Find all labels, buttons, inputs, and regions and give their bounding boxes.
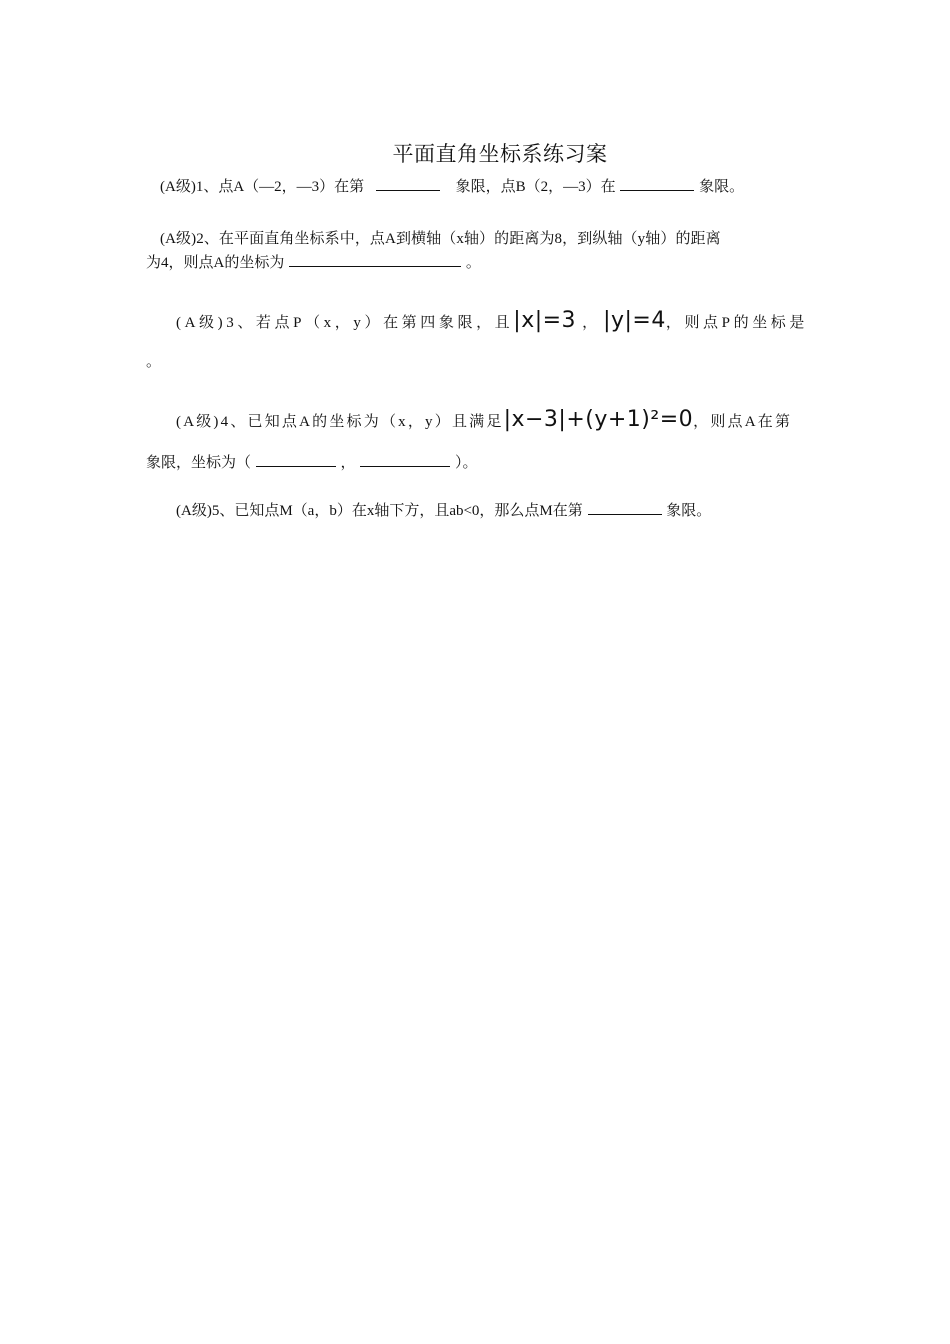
q4-answer-blank-y[interactable] bbox=[360, 452, 450, 467]
q3-text-line2: 。 bbox=[146, 354, 162, 370]
q4-answer-blank-x[interactable] bbox=[256, 452, 336, 467]
q3-separator: ， bbox=[582, 315, 598, 331]
q1-text-c: 象限。 bbox=[699, 179, 745, 195]
question-3-line-2 bbox=[146, 350, 806, 374]
q3-text-b: ，则点P的坐标是 bbox=[665, 315, 809, 331]
q5-answer-blank[interactable] bbox=[588, 500, 662, 515]
q1-answer-blank-1[interactable] bbox=[376, 176, 440, 191]
page-title: 平面直角坐标系练习案 bbox=[392, 142, 608, 166]
q3-math-abs-x: |x|=3 bbox=[513, 308, 577, 333]
q4-text-line2-c: ）。 bbox=[455, 455, 478, 471]
question-2-line-1 bbox=[160, 227, 820, 251]
question-4-line-1 bbox=[176, 403, 836, 439]
q4-math-equation: |x−3|+(y+1)²=0 bbox=[503, 407, 694, 432]
q3-text-a: (A级)3、若点P（x，y）在第四象限，且 bbox=[176, 315, 514, 331]
question-1 bbox=[160, 175, 820, 199]
q2-text-line2-a: 为4，则点A的坐标为 bbox=[146, 255, 285, 271]
q1-answer-blank-2[interactable] bbox=[620, 176, 694, 191]
q4-text-line2-b: ， bbox=[340, 455, 356, 471]
question-5 bbox=[176, 499, 836, 523]
q4-text-line2-a: 象限，坐标为（ bbox=[146, 455, 252, 471]
q2-text-line1: (A级)2、在平面直角坐标系中，点A到横轴（x轴）的距离为8，到纵轴（y轴）的距离 bbox=[160, 231, 721, 247]
q2-text-line2-b: 。 bbox=[465, 255, 481, 271]
q2-answer-blank[interactable] bbox=[289, 252, 461, 267]
question-2-line-2 bbox=[146, 251, 806, 275]
q5-text-a: (A级)5、已知点M（a，b）在x轴下方，且ab<0，那么点M在第 bbox=[176, 503, 583, 519]
q1-text-a: (A级)1、点A（—2，—3）在第 bbox=[160, 179, 365, 195]
q4-text-a: (A级)4、已知点A的坐标为（x，y）且满足 bbox=[176, 414, 504, 430]
q3-math-abs-y: |y|=4 bbox=[603, 308, 666, 333]
question-4-line-2 bbox=[146, 451, 806, 475]
q1-text-b: 象限，点B（2，—3）在 bbox=[455, 179, 616, 195]
q5-text-b: 象限。 bbox=[666, 503, 712, 519]
q4-text-b: ，则点A在第 bbox=[693, 414, 793, 430]
question-3-line-1 bbox=[176, 304, 836, 340]
